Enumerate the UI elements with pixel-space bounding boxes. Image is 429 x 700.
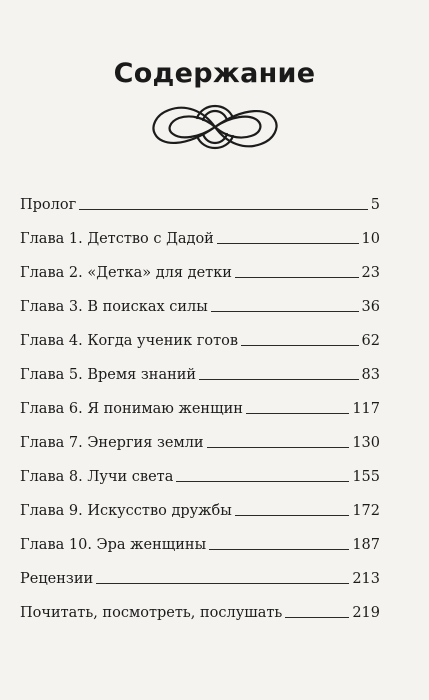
toc-leader-line [241,345,359,346]
toc-entry [20,258,380,282]
toc-entry [20,428,380,452]
toc-leader-line [176,481,349,482]
toc-entry-page: 155 [352,469,380,485]
toc-entry-page: 187 [352,537,380,553]
toc-entry [20,530,380,554]
toc-leader-line [217,243,359,244]
toc-entry [20,462,380,486]
toc-entry-label: Пролог [20,197,77,213]
toc-leader-line [79,209,368,210]
toc-leader-line [285,617,349,618]
toc-entry-page: 219 [352,605,380,621]
toc-leader-line [207,447,350,448]
toc-entry-page: 213 [352,571,380,587]
toc-entry [20,190,380,214]
toc-leader-line [209,549,349,550]
toc-entry-label: Рецензии [20,571,94,587]
toc-entry-page: 130 [352,435,380,451]
toc-leader-line [96,583,349,584]
toc-entry-label: Глава 3. В поисках силы [20,299,208,315]
toc-entry [20,360,380,384]
toc-entry [20,394,380,418]
toc-entry-page: 83 [361,367,380,383]
toc-entry-label: Глава 9. Искусство дружбы [20,503,232,519]
toc-entry-label: Глава 6. Я понимаю женщин [20,401,243,417]
toc-entry-label: Глава 1. Детство с Дадой [20,231,214,247]
toc-entry [20,326,380,350]
toc-entry-page: 117 [352,401,380,417]
toc-leader-line [235,515,350,516]
toc-entry-label: Глава 7. Энергия земли [20,435,204,451]
toc-leader-line [246,413,349,414]
toc-leader-line [211,311,359,312]
toc-entry-label: Почитать, посмотреть, послушать [20,605,283,621]
toc-entry-label: Глава 4. Когда ученик готов [20,333,238,349]
toc-entry-label: Глава 5. Время знаний [20,367,197,383]
toc-entry [20,564,380,588]
toc-entry-page: 36 [361,299,380,315]
toc-leader-line [235,277,359,278]
knot-ornament-icon [145,94,285,160]
toc-entry-page: 62 [361,333,380,349]
page-title: Содержание [113,58,316,89]
toc-entry [20,292,380,316]
toc-entry-page: 10 [361,231,380,247]
toc-leader-line [199,379,358,380]
toc-entry-page: 5 [370,197,380,213]
toc-entry-label: Глава 8. Лучи света [20,469,174,485]
toc-entry [20,224,380,248]
toc-entry-label: Глава 2. «Детка» для детки [20,265,232,281]
toc-entry [20,598,380,622]
toc-entry-page: 23 [361,265,380,281]
toc-entry-label: Глава 10. Эра женщины [20,537,207,553]
toc-entry [20,496,380,520]
toc-entry-page: 172 [352,503,380,519]
